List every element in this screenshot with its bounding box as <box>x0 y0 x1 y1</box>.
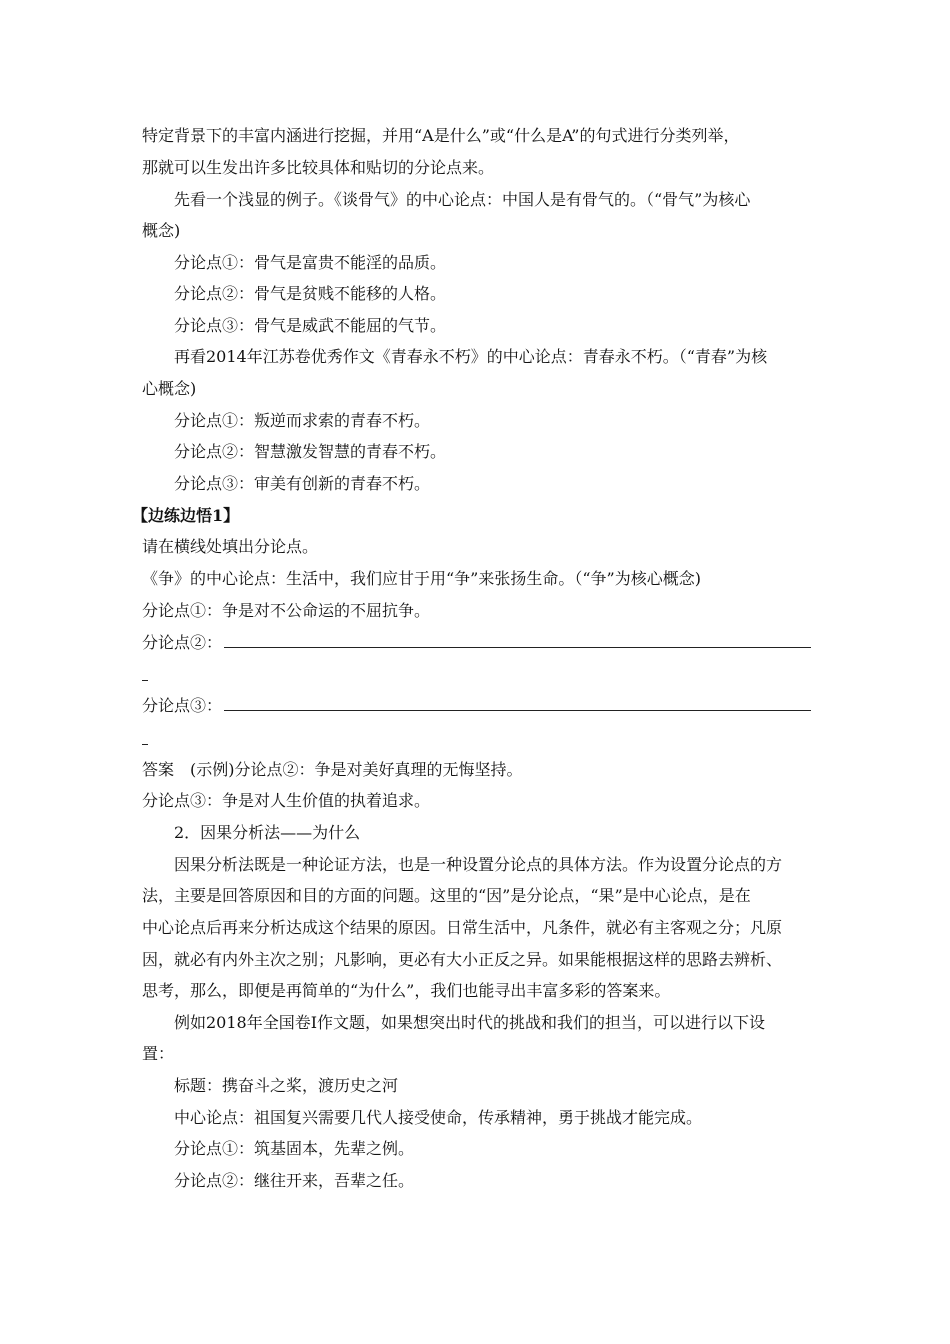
text-line: 分论点②：骨气是贫贱不能移的人格。 <box>174 284 447 303</box>
text-line: 先看一个浅显的例子。《谈骨气》的中心论点：中国人是有骨气的。（“骨气”为核心 <box>174 190 751 209</box>
text-line: 分论点①：筑基固本，先辈之例。 <box>174 1139 415 1158</box>
section-subheading: 2．因果分析法——为什么 <box>174 823 361 842</box>
text-line: 置： <box>142 1044 175 1063</box>
text-line: 中心论点：祖国复兴需要几代人接受使命，传承精神，勇于挑战才能完成。 <box>174 1108 703 1127</box>
text-line: 那就可以生发出许多比较具体和贴切的分论点来。 <box>142 158 495 177</box>
text-line: 分论点①：争是对不公命运的不屈抗争。 <box>142 601 431 620</box>
blank-label: 分论点②： <box>142 633 223 652</box>
dash-mark <box>142 680 148 681</box>
text-line: 法，主要是回答原因和目的方面的问题。这里的“因”是分论点，“果”是中心论点，是在 <box>142 886 751 905</box>
fill-blank-2[interactable] <box>224 633 811 648</box>
text-line: 中心论点后再来分析达成这个结果的原因。日常生活中，凡条件，就必有主客观之分；凡原 <box>142 918 783 937</box>
text-line: 标题：携奋斗之桨，渡历史之河 <box>174 1076 399 1095</box>
text-line: 思考，那么，即便是再简单的“为什么”，我们也能寻出丰富多彩的答案来。 <box>142 981 671 1000</box>
dash-mark <box>142 744 148 745</box>
text-line: 分论点①：叛逆而求索的青春不朽。 <box>174 411 431 430</box>
text-line: 再看2014年江苏卷优秀作文《青春永不朽》的中心论点：青春永不朽。（“青春”为核 <box>174 347 768 366</box>
answer-line-3 <box>142 696 811 716</box>
text-line: 分论点③：审美有创新的青春不朽。 <box>174 474 431 493</box>
text-line: 因，就必有内外主次之别；凡影响，更必有大小正反之异。如果能根据这样的思路去辨析、 <box>142 950 783 969</box>
text-line: 分论点①：骨气是富贵不能淫的品质。 <box>174 253 447 272</box>
text-line: 分论点③：争是对人生价值的执着追求。 <box>142 791 431 810</box>
text-line: 请在横线处填出分论点。 <box>142 537 319 556</box>
blank-label: 分论点③： <box>142 696 223 715</box>
fill-blank-3[interactable] <box>224 696 811 711</box>
text-line: 因果分析法既是一种论证方法，也是一种设置分论点的具体方法。作为设置分论点的方 <box>174 855 783 874</box>
text-line: 《争》的中心论点：生活中，我们应甘于用“争”来张扬生命。（“争”为核心概念) <box>142 569 701 588</box>
text-line: 心概念) <box>142 379 197 398</box>
text-line: 例如2018年全国卷Ⅰ作文题，如果想突出时代的挑战和我们的担当，可以进行以下设 <box>174 1013 766 1032</box>
text-line: 概念) <box>142 221 181 240</box>
section-heading: 【边练边悟1】 <box>132 506 240 525</box>
answer-text: 答案 (示例)分论点②：争是对美好真理的无悔坚持。 <box>142 760 523 779</box>
text-line: 分论点②：继往开来，吾辈之任。 <box>174 1171 415 1190</box>
answer-line-2 <box>142 633 811 653</box>
text-line: 分论点②：智慧激发智慧的青春不朽。 <box>174 442 447 461</box>
text-line: 分论点③：骨气是威武不能屈的气节。 <box>174 316 447 335</box>
text-line: 特定背景下的丰富内涵进行挖掘，并用“A是什么”或“什么是A”的句式进行分类列举， <box>142 126 740 145</box>
